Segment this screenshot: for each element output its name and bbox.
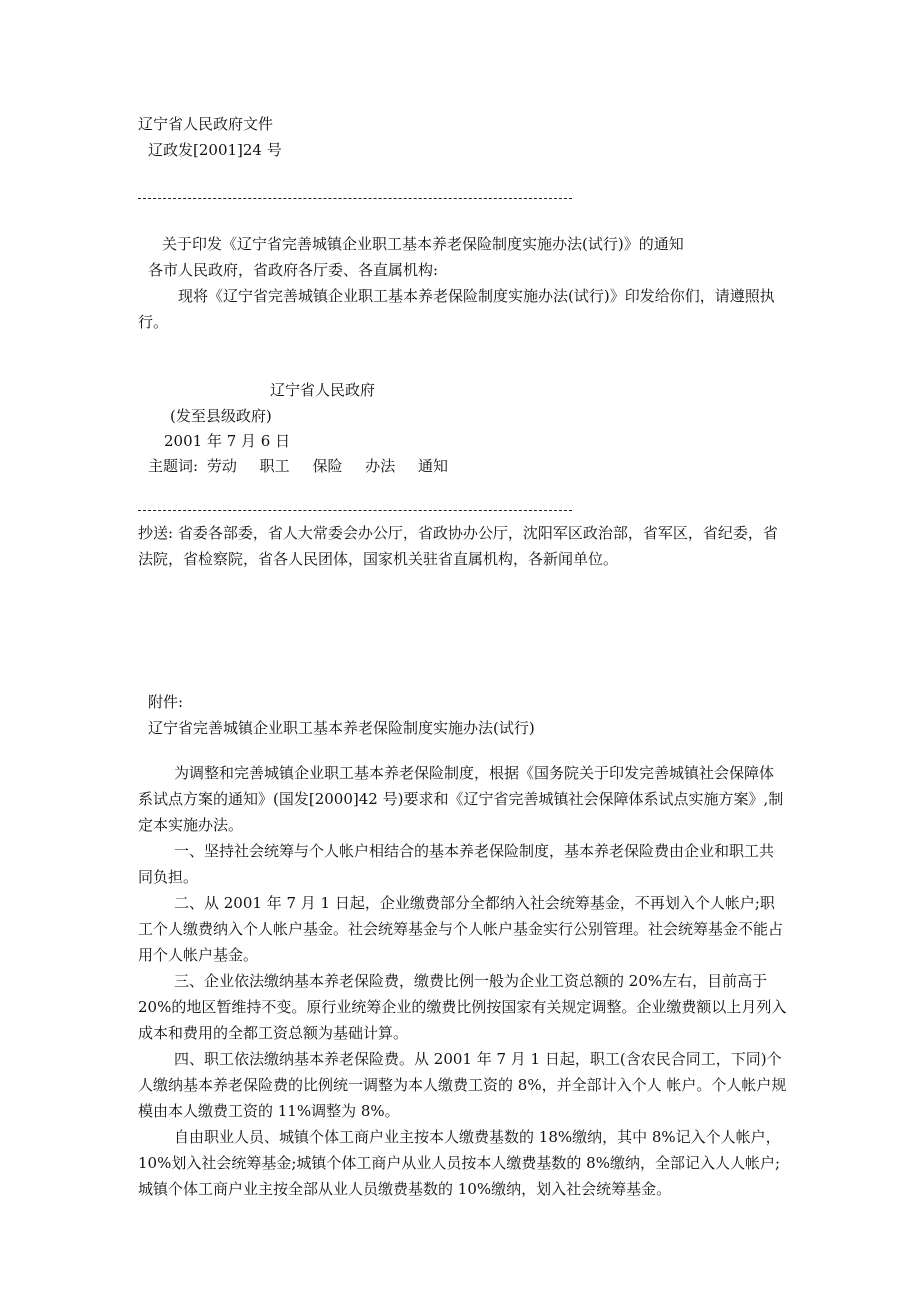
- attachment-paragraph: 一、坚持社会统筹与个人帐户相结合的基本养老保险制度，基本养老保险费由企业和职工共同负担。: [138, 842, 775, 886]
- attachment-paragraph: 自由职业人员、城镇个体工商户业主按本人缴费基数的 18%缴纳，其中 8%记入个人帐户，10%划入社会统筹基金;城镇个体工商户从业人员按本人缴费基数的 8%缴纳，全部记入人人帐户;城镇个体工商户业主按全部从业人员缴费基数的 10%缴纳，划入社会统筹基金。: [138, 1128, 781, 1198]
- attachment-paragraph: 二、从 2001 年 7 月 1 日起，企业缴费部分全都纳入社会统筹基金，不再划入个人帐户;职工个人缴费纳入个人帐户基金。社会统筹基金与个人帐户基金实行公别管理。社会统筹基金不能占用个人帐户基金。: [138, 894, 784, 964]
- keyword-item: 职工: [259, 457, 290, 475]
- doc-number: 辽政发[2001]24 号: [148, 141, 282, 159]
- attachment-title: 辽宁省完善城镇企业职工基本养老保险制度实施办法(试行): [148, 719, 535, 737]
- keywords-line: [148, 456, 466, 476]
- attachment-label: 附件:: [148, 693, 184, 711]
- divider-bottom: [138, 510, 572, 511]
- keyword-item: 劳动: [206, 457, 237, 475]
- attachment-body: [138, 760, 788, 1202]
- cc-list: 抄送: 省委各部委，省人大常委会办公厅，省政协办公厅，沈阳军区政治部，省军区，省纪委，省法院，省检察院，省各人民团体，国家机关驻省直属机构，各新闻单位。: [138, 524, 778, 568]
- divider-top: [138, 198, 572, 199]
- attachment-paragraph: 为调整和完善城镇企业职工基本养老保险制度，根据《国务院关于印发完善城镇社会保障体系试点方案的通知》(国发[2000]42 号)要求和《辽宁省完善城镇社会保障体系试点实施方案》,制定本实施办法。: [138, 764, 784, 834]
- issuer-heading: 辽宁省人民政府文件: [138, 115, 274, 133]
- keyword-item: 保险: [312, 457, 343, 475]
- signature-distribution: (发至县级政府): [170, 407, 272, 425]
- signature-date: 2001 年 7 月 6 日: [164, 432, 291, 450]
- keyword-item: 通知: [418, 457, 449, 475]
- notice-recipients: 各市人民政府，省政府各厅委、各直属机构:: [148, 261, 439, 279]
- attachment-paragraph: 四、职工依法缴纳基本养老保险费。从 2001 年 7 月 1 日起，职工(含农民合同工，下同)个人缴纳基本养老保险费的比例统一调整为本人缴费工资的 8%，并全部计入个人 帐户。个人帐户规模由本人缴费工资的 11%调整为 8%。: [138, 1050, 787, 1120]
- signature-org: 辽宁省人民政府: [270, 381, 376, 399]
- attachment-paragraph: 三、企业依法缴纳基本养老保险费，缴费比例一般为企业工资总额的 20%左右，目前高于 20%的地区暂维持不变。原行业统筹企业的缴费比例按国家有关规定调整。企业缴费额以上月列入成本和费用的全都工资总额为基础计算。: [138, 972, 787, 1042]
- notice-body: 现将《辽宁省完善城镇企业职工基本养老保险制度实施办法(试行)》印发给你们，请遵照执行。: [138, 287, 775, 331]
- keywords-label: 主题词:: [148, 457, 199, 475]
- notice-title: 关于印发《辽宁省完善城镇企业职工基本养老保险制度实施办法(试行)》的通知: [162, 235, 684, 253]
- keyword-item: 办法: [365, 457, 396, 475]
